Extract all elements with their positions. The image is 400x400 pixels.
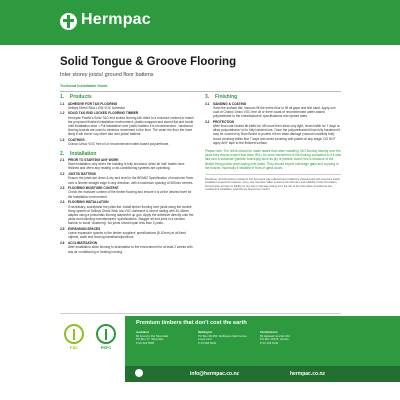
fsc-tree-icon [64, 324, 84, 344]
contact-bar [125, 366, 400, 382]
item-heading: 2.6 ACCLIMATISATION [60, 241, 98, 246]
pefc-tree-icon [96, 324, 116, 344]
item-heading: 2.2 JOISTS/ BATTENS [60, 172, 96, 177]
section-heading: 2. Installation [60, 150, 97, 157]
item-text: If necessary, scarf/plane the joists flat. Install timber flooring over joists using the double fixing system of Selleys Direct Stick low VOC Adhesive & secret nailing with 40-45mm staples using a pneumatic flooring stapler/hit up gun. Apply the adhesive directly onto the joists and following manufacturers' specifications. Stagger all end joins in a random fashion to avoid 'clustering'. No joints should span less than 2 joists. [68, 204, 194, 226]
section-heading: 3. Finishing [205, 94, 238, 100]
item-heading: 3.1 SANDING & COATING [205, 101, 247, 106]
pefc-label: PEFC [100, 345, 112, 350]
section-products [60, 94, 196, 147]
footer-divider [60, 313, 341, 314]
item-heading: 1.3 COATINGS [60, 138, 85, 143]
office-christchurch: Christchurch 83 Halswell Junction Rd PO Box 16478, Hornby P 03 349 5440 [260, 330, 290, 345]
item-text: Sand the surface flat. Vacuum fill the entire floor to fill all gaps and fine sand. Apply one coat of Cranco Unico VOC free oil or three coats of recommended water-based polyurethane to the manufacturers' specifications and spread rates. [213, 105, 336, 119]
item-text: Selleys Direct Stick LOW VOC Adhesive [68, 105, 126, 110]
page-header [0, 0, 400, 45]
item-text: Leave expansion spaces to the timber suppliers' specifications (8-10mm) at all fixed objects, walls and flooring transitions/junctions. [68, 231, 186, 240]
item-heading: 2.1 PRIOR TO STARTING ANY WORK [60, 158, 119, 163]
contact-email-link[interactable]: info@hermpac.co.nz [190, 371, 240, 377]
item-heading: 2.5 EXPANSION SPACES [60, 227, 101, 232]
website-link[interactable]: hermpac.co.nz [290, 371, 326, 377]
item-heading: 1.1 ADHESIVE FOR T&G FLOORING [60, 101, 118, 106]
item-text: Start installation only when the building is fully enclosed, when all 'wet' trades have finished and when any heating or air-conditioning systems are operating. [68, 162, 185, 171]
disclaimer: Disclaimer: All information provided in this document was collected and verified by professionals with extensive timber installation experience however, every care has been taken to assure the accuracy and reliability of the information, but Hermpac accepts no liability for any loss or damage arising from the use of the information provided as site conditions & installation methods are beyond our control. [205, 174, 341, 192]
title-divider [60, 91, 341, 92]
section-heading: 1. Products [60, 94, 92, 100]
hermpac-logo-icon [60, 13, 77, 30]
office-auckland: Auckland 80 Foundry Rd, Silverdale PO Box 37, Silverdale P 09 426 5595 [136, 330, 169, 345]
section-installation [60, 151, 196, 254]
item-text: Check the moisture content of the timber flooring and ensure it is at the desired level for the installation environment. [68, 190, 192, 199]
installation-note: Please note: The client should be made aware that when installing T&G flooring directly over the joists they should expect that there WILL be more movement of the flooring compared to if it was laid over a substrate (particle board/ply) such as ply or particle board; this is because of the limited fixing points when laying over joists. They should expect shrinkage gaps and cupping of the boards, especially if installed in front of glass doors. [205, 149, 341, 170]
section-finishing [205, 94, 341, 145]
document-title: Solid Tongue & Groove Flooring [60, 56, 237, 68]
item-text: After installation allow flooring to acclimatise to the environment for at least 2 weeks with any air conditioning or heating running. [68, 245, 193, 254]
item-heading: 3.2 PROTECTION [205, 119, 234, 124]
office-wellington: Wellington PO Box 38-365, Wellington Mail Centre Lower Hutt P 04 568 5040 [198, 330, 247, 345]
item-text: Cranco Unico VOC free oil or recommended water-based polyurethane. [68, 142, 170, 147]
item-text: After final coat restrict all traffic for 48 hours then allow only light, clean traffic for 7 days to allow polyurethane/ oil to fully harden/cure. Once the polyurethane/oil has fully hardened it may be covered by Ram Board to protect it from trade damage (vacuum carefully first). Avoid covering within first 7 days and avoid covering with plastic at any stage. DO NOT apply ANY tape to the finished surface. [213, 124, 341, 145]
fsc-certification [62, 324, 86, 350]
right-column [205, 94, 341, 192]
fsc-label: FSC [70, 345, 78, 350]
guide-label: Technical Installation Guide [60, 84, 108, 88]
item-heading: 2.4 FLOORING INSTALLATION [60, 200, 109, 205]
item-text: Hermpac Pacific's Solid T&G end locked flooring kiln dried to a moisture content to match the proposed finished installation environment; plastic wrapped and stored flat and inside until installation start. • Put installation over joists/ battens it is recommended - hardwood flooring boards are used to minimize movement in the floor. The wider the floor the more likely it will move/ cup when laid over joists/ battens. [68, 115, 194, 137]
left-column [60, 94, 196, 258]
item-heading: 2.3 FLOORING MOISTURE CONTENT [60, 186, 119, 191]
pefc-certification [94, 324, 118, 350]
brand-name: Hermpac [81, 11, 151, 28]
footer-tagline: Premium timbers that don't cost the earth [136, 320, 247, 326]
item-text: Ensure the joists are clean & dry and level to the BRANZ Specification of maximum 5mm over a 3meter straight edge in any direction, with a maximum spacing of 450mm centres. [68, 176, 194, 185]
document-subtitle: Inter storey joists/ ground floor battens [60, 72, 154, 78]
contact-icon [135, 369, 143, 377]
item-heading: 1.2 SOLID T&G END LOCKED FLOORING TIMBER [60, 111, 139, 116]
